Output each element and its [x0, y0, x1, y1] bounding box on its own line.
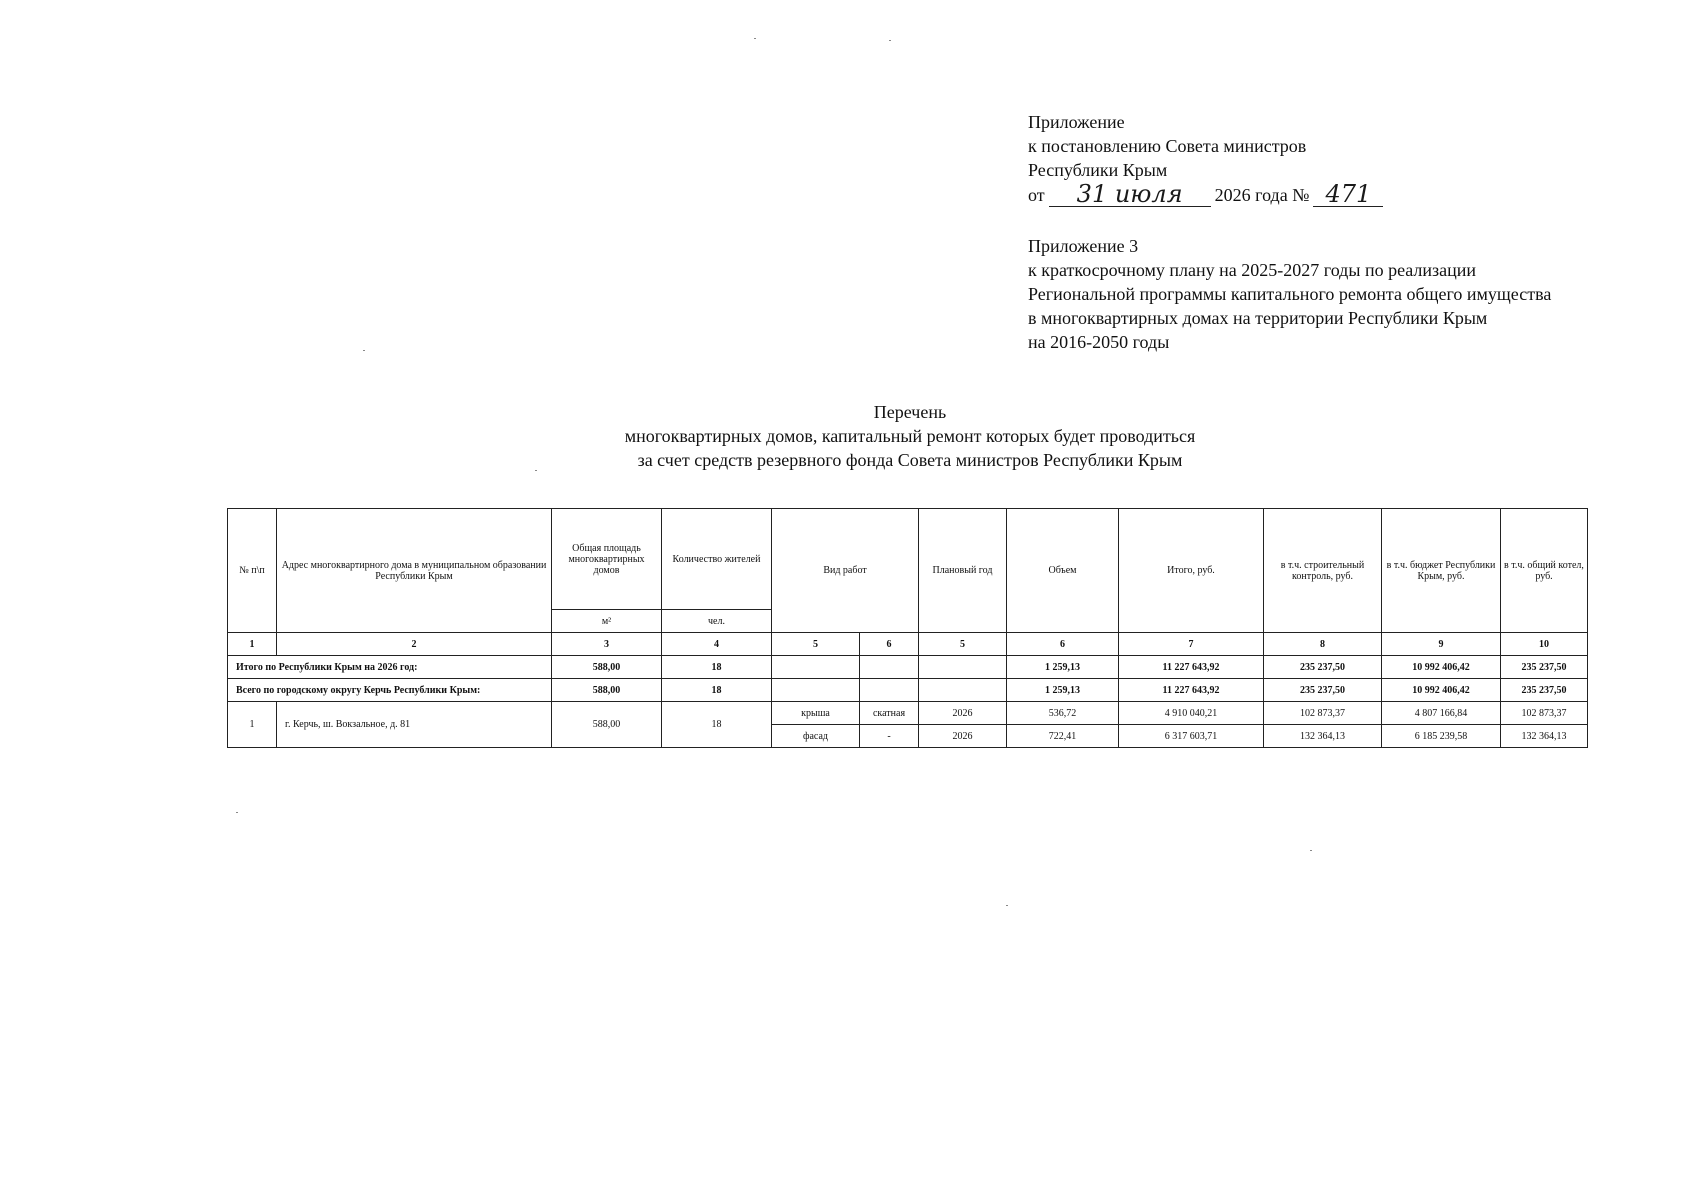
row-residents: 18	[662, 702, 772, 748]
annex-line-2: к краткосрочному плану на 2025-2027 годы по реализации	[1028, 260, 1477, 280]
header-line-2: к постановлению Совета министров	[1028, 136, 1307, 156]
document-title	[520, 400, 1300, 472]
header-plan-year: Плановый год	[919, 509, 1007, 633]
scan-speck	[889, 40, 891, 41]
work-volume: 536,72	[1007, 702, 1119, 725]
column-number: 9	[1382, 633, 1501, 656]
header-area: Общая площадь многоквартирных домов	[552, 509, 662, 610]
work-subtype: скатная	[860, 702, 919, 725]
header-date-line	[1028, 182, 1387, 207]
total-district-row	[228, 679, 1588, 702]
work-budget: 6 185 239,58	[1382, 725, 1501, 748]
unit-area: м²	[552, 610, 662, 633]
empty-cell	[919, 679, 1007, 702]
scan-speck	[236, 812, 238, 813]
header-line-1: Приложение	[1028, 112, 1125, 132]
header-address: Адрес многоквартирного дома в муниципальном образовании Республики Крым	[277, 509, 552, 633]
empty-cell	[860, 656, 919, 679]
annex-line-3: Региональной программы капитального ремонта общего имущества	[1028, 284, 1552, 304]
header-common-pot: в т.ч. общий котел, руб.	[1501, 509, 1588, 633]
header-budget: в т.ч. бюджет Республики Крым, руб.	[1382, 509, 1501, 633]
work-total: 6 317 603,71	[1119, 725, 1264, 748]
empty-cell	[772, 679, 860, 702]
work-control: 102 873,37	[1264, 702, 1382, 725]
empty-cell	[860, 679, 919, 702]
approval-header	[1028, 110, 1387, 207]
work-control: 132 364,13	[1264, 725, 1382, 748]
total-republic-control: 235 237,50	[1264, 656, 1382, 679]
handwritten-date: 31 июля	[1049, 182, 1211, 207]
total-republic-total: 11 227 643,92	[1119, 656, 1264, 679]
work-volume: 722,41	[1007, 725, 1119, 748]
header-work-type: Вид работ	[772, 509, 919, 633]
scan-speck	[1310, 850, 1312, 851]
total-republic-area: 588,00	[552, 656, 662, 679]
handwritten-number: 471	[1313, 182, 1383, 207]
column-number: 4	[662, 633, 772, 656]
work-pot: 132 364,13	[1501, 725, 1588, 748]
column-number: 10	[1501, 633, 1588, 656]
row-num: 1	[228, 702, 277, 748]
column-number: 5	[919, 633, 1007, 656]
total-district-volume: 1 259,13	[1007, 679, 1119, 702]
table-header-row	[228, 509, 1588, 610]
work-year: 2026	[919, 725, 1007, 748]
work-budget: 4 807 166,84	[1382, 702, 1501, 725]
total-district-control: 235 237,50	[1264, 679, 1382, 702]
column-number: 2	[277, 633, 552, 656]
total-republic-label: Итого по Республики Крым на 2026 год:	[228, 656, 552, 679]
header-construction-control: в т.ч. строительный контроль, руб.	[1264, 509, 1382, 633]
year-text: 2026 года №	[1214, 185, 1310, 205]
column-number-row	[228, 633, 1588, 656]
header-line-3: Республики Крым	[1028, 160, 1168, 180]
total-republic-row	[228, 656, 1588, 679]
column-number: 7	[1119, 633, 1264, 656]
annex-line-5: на 2016-2050 годы	[1028, 332, 1170, 352]
total-district-total: 11 227 643,92	[1119, 679, 1264, 702]
header-residents: Количество жителей	[662, 509, 772, 610]
title-line-2: многоквартирных домов, капитальный ремонт которых будет проводиться	[624, 426, 1196, 446]
row-address: г. Керчь, ш. Вокзальное, д. 81	[277, 702, 552, 748]
total-district-pot: 235 237,50	[1501, 679, 1588, 702]
header-volume: Объем	[1007, 509, 1119, 633]
title-line-1: Перечень	[873, 402, 947, 422]
empty-cell	[772, 656, 860, 679]
column-number: 8	[1264, 633, 1382, 656]
work-type: крыша	[772, 702, 860, 725]
table-row	[228, 702, 1588, 725]
unit-residents: чел.	[662, 610, 772, 633]
annex-line-1: Приложение 3	[1028, 236, 1139, 256]
work-type: фасад	[772, 725, 860, 748]
column-number: 6	[860, 633, 919, 656]
total-district-area: 588,00	[552, 679, 662, 702]
header-num: № п\п	[228, 509, 277, 633]
total-district-residents: 18	[662, 679, 772, 702]
scan-speck	[1006, 905, 1008, 906]
total-republic-budget: 10 992 406,42	[1382, 656, 1501, 679]
work-total: 4 910 040,21	[1119, 702, 1264, 725]
header-total: Итого, руб.	[1119, 509, 1264, 633]
empty-cell	[919, 656, 1007, 679]
total-district-label: Всего по городскому округу Керчь Республики Крым:	[228, 679, 552, 702]
column-number: 6	[1007, 633, 1119, 656]
row-area: 588,00	[552, 702, 662, 748]
column-number: 3	[552, 633, 662, 656]
date-prefix: от	[1028, 185, 1045, 205]
total-republic-residents: 18	[662, 656, 772, 679]
work-year: 2026	[919, 702, 1007, 725]
total-republic-pot: 235 237,50	[1501, 656, 1588, 679]
scan-speck	[535, 470, 537, 471]
column-number: 1	[228, 633, 277, 656]
work-pot: 102 873,37	[1501, 702, 1588, 725]
scan-speck	[754, 38, 756, 39]
column-number: 5	[772, 633, 860, 656]
total-republic-volume: 1 259,13	[1007, 656, 1119, 679]
work-subtype: -	[860, 725, 919, 748]
repair-register-table	[227, 508, 1588, 748]
annex-header	[1028, 234, 1551, 354]
scan-speck	[363, 350, 365, 351]
total-district-budget: 10 992 406,42	[1382, 679, 1501, 702]
annex-line-4: в многоквартирных домах на территории Республики Крым	[1028, 308, 1488, 328]
title-line-3: за счет средств резервного фонда Совета министров Республики Крым	[637, 450, 1183, 470]
